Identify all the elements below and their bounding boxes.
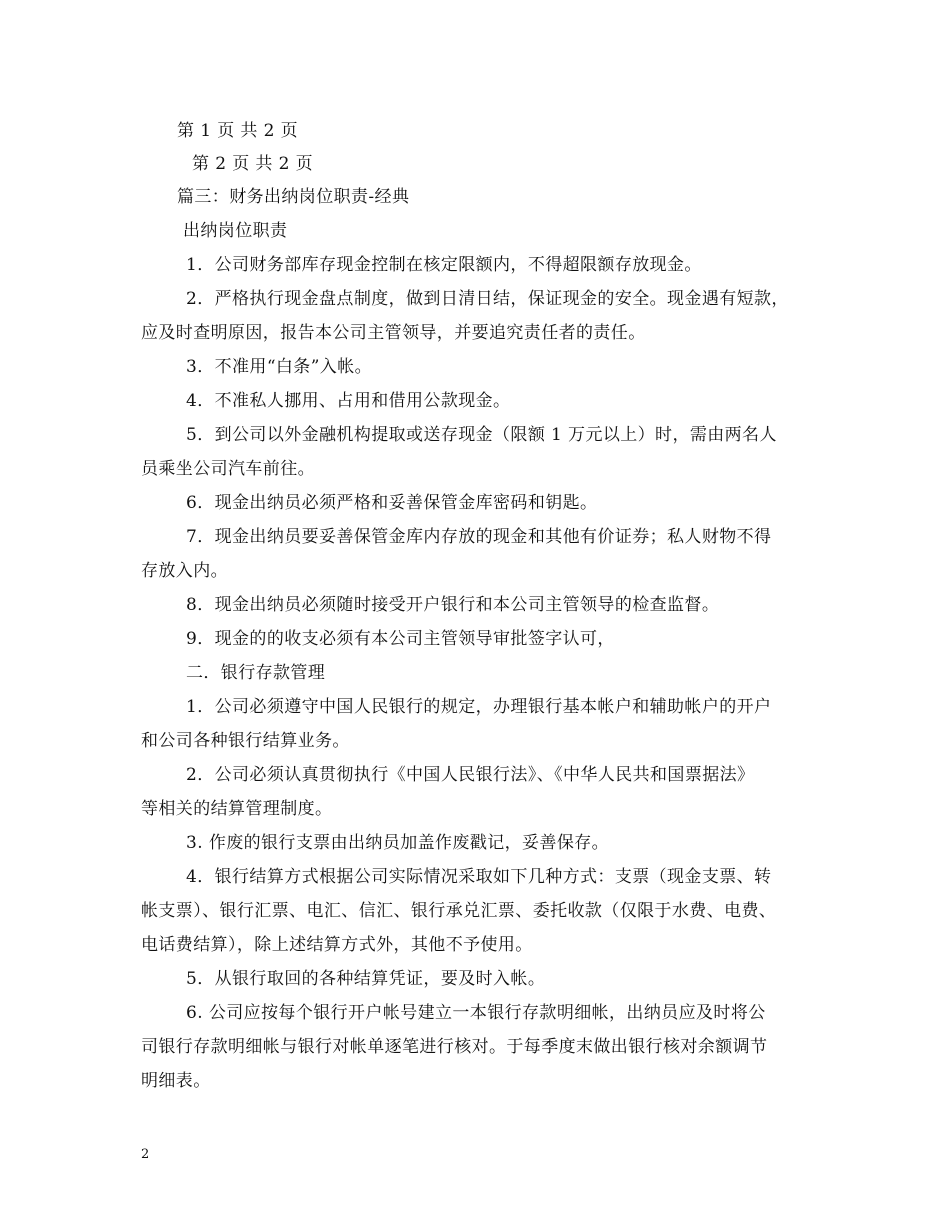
paragraph-line: 和公司各种银行结算业务。 [141, 731, 350, 751]
paragraph-line: 4．银行结算方式根据公司实际情况采取如下几种方式：支票（现金支票、转 [186, 867, 772, 887]
paragraph-line: 5．到公司以外金融机构提取或送存现金（限额 1 万元以上）时，需由两名人 [186, 425, 777, 445]
paragraph-line: 存放入内。 [141, 561, 228, 581]
page-number: 2 [141, 1147, 150, 1162]
paragraph-line: 3. 作废的银行支票由出纳员加盖作废戳记，妥善保存。 [186, 833, 610, 853]
paragraph-line: 电话费结算），除上述结算方式外，其他不予使用。 [141, 935, 533, 955]
paragraph-line: 2．严格执行现金盘点制度，做到日清日结，保证现金的安全。现金遇有短款， [186, 289, 789, 309]
paragraph-line: 2．公司必须认真贯彻执行《中国人民银行法》、《中华人民共和国票据法》 [186, 765, 755, 785]
paragraph-line: 1．公司财务部库存现金控制在核定限额内，不得超限额存放现金。 [186, 255, 702, 275]
paragraph-line: 5．从银行取回的各种结算凭证，要及时入帐。 [186, 969, 546, 989]
paragraph-line: 1．公司必须遵守中国人民银行的规定，办理银行基本帐户和辅助帐户的开户 [186, 697, 772, 717]
paragraph-line: 应及时查明原因，报告本公司主管领导，并要追究责任者的责任。 [141, 323, 646, 343]
section-title: 篇三：财务出纳岗位职责-经典 [177, 187, 410, 207]
paragraph-line: 员乘坐公司汽车前往。 [141, 459, 315, 479]
paragraph-line: 6. 公司应按每个银行开户帐号建立一本银行存款明细帐，出纳员应及时将公 [186, 1003, 766, 1023]
paragraph-line: 7．现金出纳员要妥善保管金库内存放的现金和其他有价证券；私人财物不得 [186, 527, 772, 547]
paragraph-line: 9．现金的的收支必须有本公司主管领导审批签字认可， [186, 629, 615, 649]
page-indicator-2: 第 2 页 共 2 页 [192, 154, 314, 174]
section-subtitle: 出纳岗位职责 [183, 221, 288, 241]
paragraph-line: 明细表。 [141, 1071, 211, 1091]
paragraph-line: 6．现金出纳员必须严格和妥善保管金库密码和钥匙。 [186, 493, 598, 513]
paragraph-line: 等相关的结算管理制度。 [141, 799, 333, 819]
paragraph-line: 8．现金出纳员必须随时接受开户银行和本公司主管领导的检查监督。 [186, 595, 720, 615]
page-indicator-1: 第 1 页 共 2 页 [177, 121, 299, 141]
paragraph-line: 司银行存款明细帐与银行对帐单逐笔进行核对。于每季度末做出银行核对余额调节 [141, 1037, 768, 1057]
paragraph-line: 3．不准用“白条”入帐。 [186, 357, 372, 377]
paragraph-line: 帐支票）、银行汇票、电汇、信汇、银行承兑汇票、委托收款（仅限于水费、电费、 [141, 901, 777, 921]
section-heading: 二．银行存款管理 [186, 663, 326, 683]
paragraph-line: 4．不准私人挪用、占用和借用公款现金。 [186, 391, 511, 411]
